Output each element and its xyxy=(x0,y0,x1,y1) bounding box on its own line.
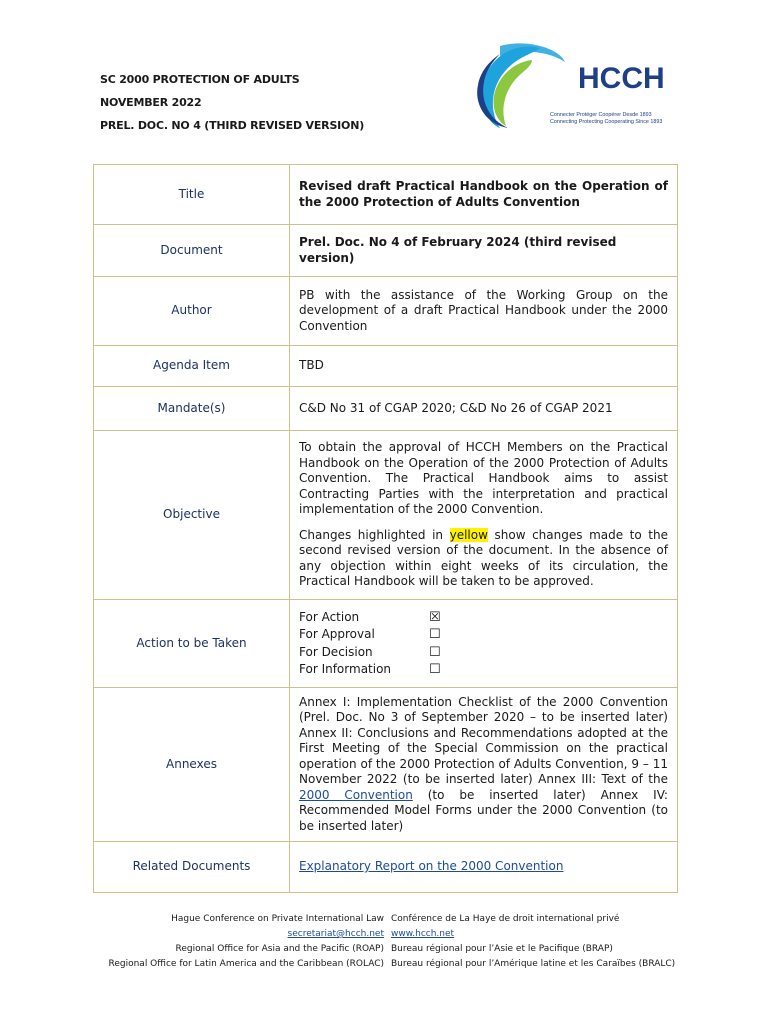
checkbox-empty-icon[interactable]: ☐ xyxy=(429,644,441,660)
title-label: Title xyxy=(94,165,290,225)
hcch-logo-text: HCCH xyxy=(578,62,665,95)
objective-p2-before: Changes highlighted in xyxy=(299,527,444,542)
mandate-value: C&D No 31 of CGAP 2020; C&D No 26 of CGAP 2021 xyxy=(290,387,678,431)
author-label: Author xyxy=(94,277,290,346)
row-action xyxy=(94,600,678,688)
action-option-label: For Approval xyxy=(299,627,375,641)
annexes-label: Annexes xyxy=(94,688,290,842)
action-option-label: For Decision xyxy=(299,644,373,659)
related-label: Related Documents xyxy=(94,842,290,893)
action-label: Action to be Taken xyxy=(94,600,290,688)
checkbox-empty-icon[interactable]: ☐ xyxy=(429,627,441,642)
objective-paragraph-1: To obtain the approval of HCCH Members on the Practical Handbook on the Operation of the 2000 Protection of Adults Convention. The Practical Handbook aims to assist Contracting Parties with the interpretation and practical implementation of the 2000 Convention. xyxy=(299,440,668,517)
convention-link[interactable]: 2000 Convention xyxy=(299,787,413,802)
action-value xyxy=(290,600,678,688)
document-value: Prel. Doc. No 4 of February 2024 (third revised version) xyxy=(290,225,678,277)
footer-bralc: Bureau régional pour l’Amérique latine et les Caraïbes (BRALC) xyxy=(391,959,676,969)
action-option-label: For Information xyxy=(299,662,392,676)
row-document xyxy=(94,225,678,277)
footer-org-en: Hague Conference on Private International Law xyxy=(171,914,384,924)
row-mandate xyxy=(94,387,678,431)
hcch-logo xyxy=(470,40,670,130)
action-option-label: For Action xyxy=(299,609,360,624)
row-title xyxy=(94,165,678,225)
objective-paragraph-2 xyxy=(299,528,668,590)
footer-email-link[interactable]: secretariat@hcch.net xyxy=(287,929,384,939)
row-author xyxy=(94,277,678,346)
explanatory-report-link[interactable]: Explanatory Report on the 2000 Convention xyxy=(299,859,564,874)
logo-tagline-fr: Connecter Protéger Coopérer Desde 1893 xyxy=(550,112,652,118)
objective-value xyxy=(290,431,678,600)
checkbox-empty-icon[interactable]: ☐ xyxy=(429,662,441,677)
author-value: PB with the assistance of the Working Group on the development of a draft Practical Handbook under the 2000 Convention xyxy=(290,277,678,346)
header-doc-number: PREL. DOC. NO 4 (THIRD REVISED VERSION) xyxy=(100,119,365,132)
checkbox-checked-icon[interactable]: ☒ xyxy=(429,609,441,625)
mandate-label: Mandate(s) xyxy=(94,387,290,431)
footer-org-fr: Conférence de La Haye de droit international privé xyxy=(391,914,620,924)
row-agenda-item xyxy=(94,346,678,387)
related-value xyxy=(290,842,678,893)
row-annexes xyxy=(94,688,678,842)
objective-p2-after: show changes made to the second revised version of the document. In the absence of any objection within eight weeks of its circulation, the Practical Handbook will be taken to be approved. xyxy=(299,527,668,589)
agenda-value: TBD xyxy=(290,346,678,387)
row-related-documents xyxy=(94,842,678,893)
annexes-text-2: (to be inserted later) Annex IV: Recommended Model Forms under the 2000 Convention (to be inserted later) xyxy=(299,787,668,833)
action-options xyxy=(299,610,668,678)
logo-tagline-en: Connecting Protecting Cooperating Since 1893 xyxy=(550,119,663,125)
objective-label: Objective xyxy=(94,431,290,600)
objective-highlight: yellow xyxy=(449,527,488,542)
footer-rolac: Regional Office for Latin America and the Caribbean (ROLAC) xyxy=(108,959,384,969)
footer-roap: Regional Office for Asia and the Pacific (ROAP) xyxy=(175,944,384,954)
annexes-value xyxy=(290,688,678,842)
footer-website-link[interactable]: www.hcch.net xyxy=(391,929,455,939)
header-date: NOVEMBER 2022 xyxy=(100,96,202,109)
title-value: Revised draft Practical Handbook on the Operation of the 2000 Protection of Adults Convention xyxy=(290,165,678,225)
document-header xyxy=(100,68,364,137)
agenda-label: Agenda Item xyxy=(94,346,290,387)
row-objective xyxy=(94,431,678,600)
footer-brap: Bureau régional pour l’Asie et le Pacifique (BRAP) xyxy=(391,944,613,954)
document-info-table xyxy=(93,164,678,893)
header-meeting: SC 2000 PROTECTION OF ADULTS xyxy=(100,73,300,86)
annexes-text-1: Annex I: Implementation Checklist of the 2000 Convention (Prel. Doc. No 3 of September 2020 – to be inserted later) Annex II: Conclusions and Recommendations adopted at the First Meeting of the Special Commission on the practical operation of the 2000 Protection of Adults Convention, 9 – 11 November 2022 (to be inserted later) Annex III: Text of the xyxy=(299,694,668,787)
document-label: Document xyxy=(94,225,290,277)
